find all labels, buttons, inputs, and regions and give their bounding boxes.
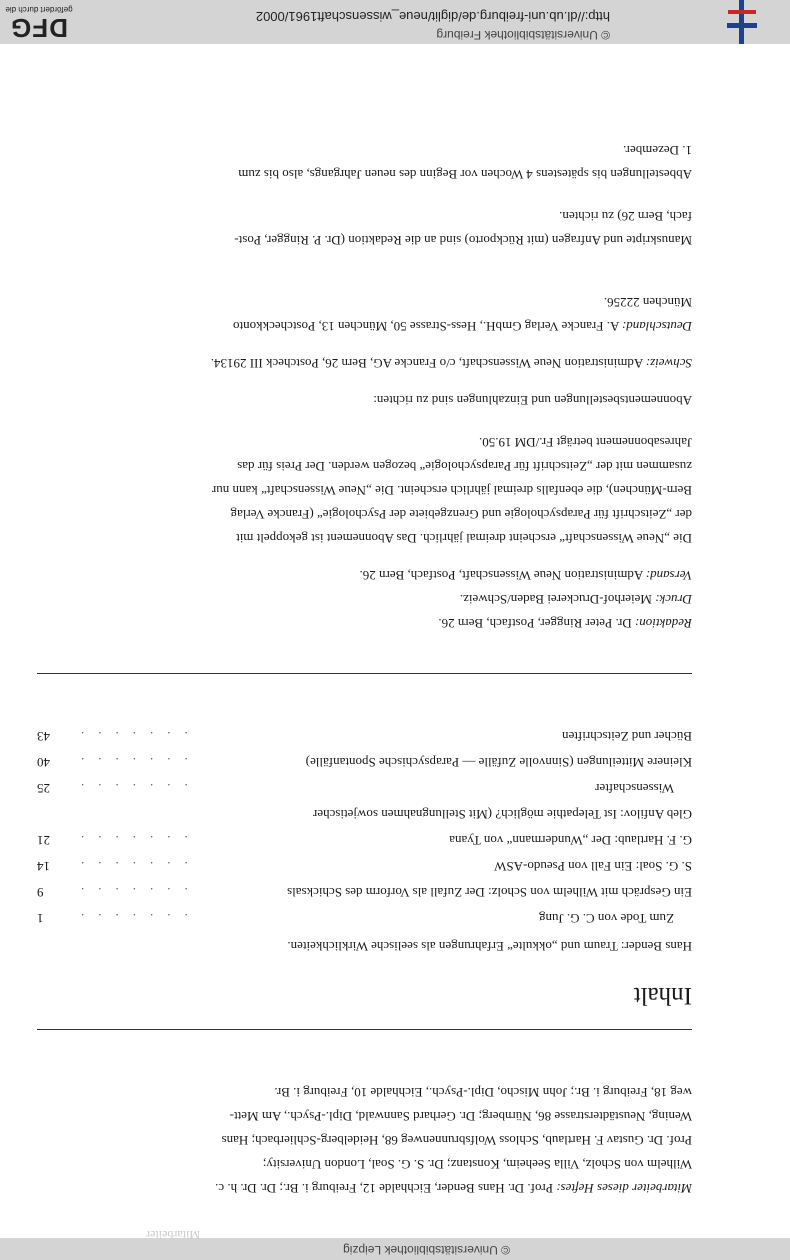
contributors-line-4: Wening, Neustädterstrasse 86, Nürnberg; Dr. Gerhard Sannwald, Dipl.-Psych., Am Mett- [229,1109,692,1124]
manuscripts-line-1: Manuskripte und Anfragen (mit Rückporto) sind an die Redaktion (Dr. P. Ringger, Post- [234,233,692,248]
toc-entry-title: Kleinere Mitteilungen (Sinnvolle Zufälle — Parapsychische Spontanfälle) [305,755,692,770]
toc-entry-title: Gleb Anfilov: Ist Telepathie möglich? (Mit Stellungnahmen sowjetischer [312,807,692,822]
cancellations-line-1: Abbestellungen bis spätestens 4 Wochen vor Beginn des neuen Jahrgangs, also bis zum [238,167,692,182]
dfg-logo: DFG gefördert durch die [5,5,73,43]
toc-entry-page: 25 [37,781,50,796]
toc-entry [37,802,692,826]
imprint-versand: Versand: Administration Neue Wissenschaft, Postfach, Bern 26. [359,568,692,583]
contributors-label: Mitarbeiter dieses Heftes: [556,1181,692,1196]
toc-entry-title: Hans Bender: Traum und „okkulte“ Erfahrungen als seelische Wirklichkeiten. [287,939,692,954]
subscription-line-3: Bern-München), die ebenfalls dreimal jährlich erscheint. Die „Neue Wissenschaft“ kann nur [211,483,692,498]
toc-leader-dots: ....... [67,859,188,874]
toc-entry-title: Bücher und Zeitschriften [562,729,692,744]
toc-leader-dots: ....... [67,755,188,770]
toc-leader-dots: ....... [67,885,188,900]
header-bar [0,0,790,44]
university-logo-icon [722,0,762,44]
toc-entry-page: 21 [37,833,50,848]
toc-entry-title: Wissenschafter [595,781,674,796]
toc-entry-page: 9 [37,885,44,900]
imprint-redaktion: Redaktion: Dr. Peter Ringger, Postfach, Bern 26. [438,616,692,631]
header-url[interactable]: http://dl.ub.uni-freiburg.de/diglit/neue_wissenschaft1961/0002 [255,9,610,24]
toc-entry-page: 1 [37,911,44,926]
toc-entry [37,828,692,852]
toc-entry-title: S. G. Soal: Ein Fall von Pseudo-ASW [494,859,692,874]
toc-leader-dots: ....... [67,781,188,796]
divider [37,673,692,674]
contributors-line-2: Wilhelm von Scholz, Villa Seeheim, Konstanz; Dr. S. G. Soal, London University; [262,1157,692,1172]
subscription-line-5: Jahresabonnement beträgt Fr./DM 19.50. [478,435,692,450]
toc-entry-page: 14 [37,859,50,874]
toc-entry-title: G. F. Hartlaub: Der „Wundermann“ von Tyana [449,833,692,848]
toc-title: Inhalt [633,982,692,1009]
divider [37,1029,692,1030]
cancellations-line-2: 1. Dezember. [623,143,692,158]
toc-entry-page: 40 [37,755,50,770]
header-copyright: © Universitätsbibliothek Freiburg [436,28,610,42]
toc-entry [37,776,692,800]
payments-intro: Abonnementsbestellungen und Einzahlungen sind zu richten: [373,393,692,408]
toc-entry [37,934,692,958]
payments-deutschland-2: München 22256. [603,295,692,310]
toc-entry [37,906,692,930]
faded-text: Mitarbeiter [146,1228,200,1242]
toc-entry-title: Ein Gespräch mit Wilhelm von Scholz: Der Zufall als Vorform des Schicksals [287,885,692,900]
toc-leader-dots: ....... [67,729,188,744]
subscription-line-4: zusammen mit der „Zeitschrift für Parapsychologie“ bezogen werden. Der Preis für das [237,459,692,474]
toc-entry [37,854,692,878]
imprint-druck: Druck: Meierhof-Druckerei Baden/Schweiz. [459,592,692,607]
toc-entry-title: Zum Tode von C. G. Jung [539,911,674,926]
toc-entry [37,724,692,748]
toc-entry [37,750,692,774]
contributors-line-5: weg 18, Freiburg i. Br.; John Mischo, Dipl.-Psych., Eichhalde 10, Freiburg i. Br. [274,1085,692,1100]
contributors-line-1: Mitarbeiter dieses Heftes: Prof. Dr. Hans Bender, Eichhalde 12, Freiburg i. Br.; Dr. Dr. h. c. [215,1181,692,1196]
toc-entry [37,880,692,904]
toc-leader-dots: ....... [67,833,188,848]
payments-schweiz: Schweiz: Administration Neue Wissenschaft, c/o Francke AG, Bern 26, Postcheck III 29134. [210,356,692,371]
footer-bar [0,1238,790,1260]
toc-entry-page: 43 [37,729,50,744]
subscription-line-1: Die „Neue Wissenschaft“ erscheint dreimal jährlich. Das Abonnement ist gekoppelt mit [236,531,692,546]
payments-deutschland: Deutschland: A. Francke Verlag GmbH., Hess-Strasse 50, München 13, Postcheckkonto [232,319,692,334]
toc-leader-dots: ....... [67,911,188,926]
subscription-line-2: der „Zeitschrift für Parapsychologie und Grenzgebiete der Psychologie“ (Francke Verlag [230,507,692,522]
contributors-line-3: Prof. Dr. Gustav F. Hartlaub, Schloss Wolfsbrunnenweg 68, Heidelberg-Schlierbach; Hans [221,1133,692,1148]
manuscripts-line-2: fach, Bern 26) zu richten. [559,209,692,224]
footer-copyright: © Universitätsbibliothek Leipzig [343,1243,510,1257]
